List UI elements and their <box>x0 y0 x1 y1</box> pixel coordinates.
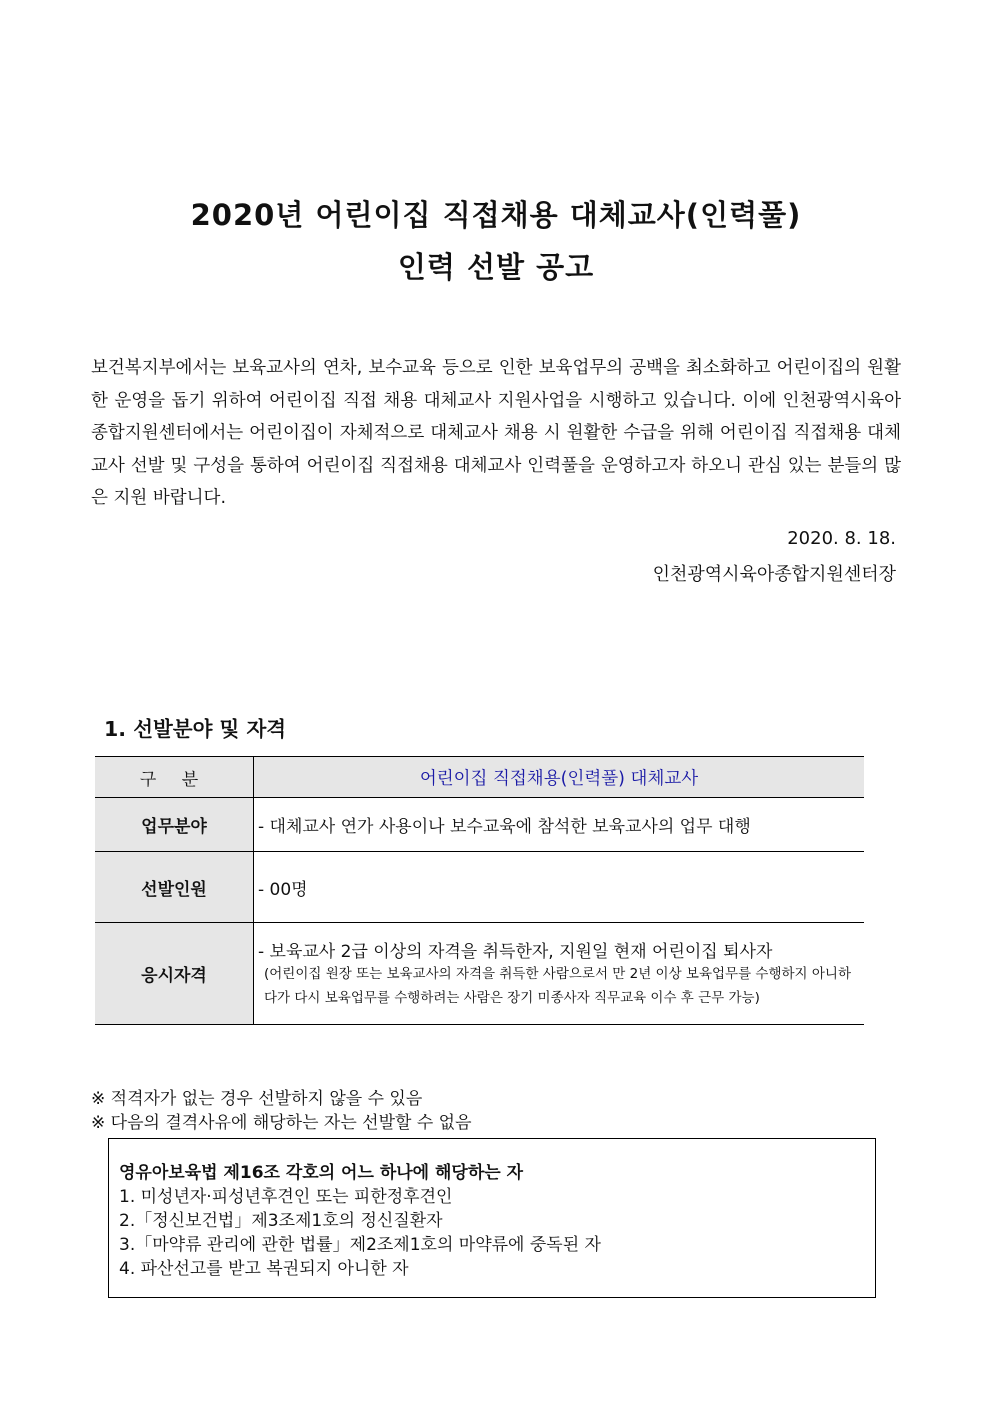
row-label-headcount: 선발인원 <box>95 852 254 923</box>
note-item: ※ 다음의 결격사유에 해당하는 자는 선발할 수 없음 <box>91 1113 472 1133</box>
row-value-eligibility <box>254 923 865 1025</box>
table-row <box>95 798 864 852</box>
issuer-name: 인천광역시육아종합지원센터장 <box>652 564 896 585</box>
note-item: ※ 적격자가 없는 경우 선발하지 않을 수 있음 <box>91 1089 423 1109</box>
qualification-table <box>95 756 864 1025</box>
disqualification-item: 2.「정신보건법」제3조제1호의 정신질환자 <box>119 1211 443 1231</box>
row-value-duty: - 대체교사 연가 사용이나 보수교육에 참석한 보육교사의 업무 대행 <box>254 798 865 852</box>
row-value-headcount: - 00명 <box>254 852 865 923</box>
eligibility-main: - 보육교사 2급 이상의 자격을 취득한자, 지원일 현재 어린이집 퇴사자 <box>258 942 773 962</box>
table-row <box>95 923 864 1025</box>
disqualification-item: 4. 파산선고를 받고 복권되지 아니한 자 <box>119 1259 409 1279</box>
disqualification-box <box>108 1138 876 1298</box>
row-label-eligibility: 응시자격 <box>95 923 254 1025</box>
table-header-row <box>95 757 864 798</box>
table-header-label: 구 분 <box>95 757 254 798</box>
page-title-line2: 인력 선발 공고 <box>397 250 595 284</box>
row-label-duty: 업무분야 <box>95 798 254 852</box>
page-title-line1: 2020년 어린이집 직접채용 대체교사(인력풀) <box>190 198 802 232</box>
table-row <box>95 852 864 923</box>
intro-paragraph: 보건복지부에서는 보육교사의 연차, 보수교육 등으로 인한 보육업무의 공백을 최소화하고 어린이집의 원활한 운영을 돕기 위하여 어린이집 직접 채용 대체교사 지원사업을 시행하고 있습니다. 이에 인천광역시육아종합지원센터에서는 어린이집이 자체적으로 대체교사 채용 시 원활한 수급을 위해 어린이집 직접채용 대체교사 선발 및 구성을 통하여 어린이집 직접채용 대체교사 인력풀을 운영하고자 하오니 관심 있는 분들의 많은 지원 바랍니다. <box>91 358 901 508</box>
eligibility-detail: (어린이집 원장 또는 보육교사의 자격을 취득한 사람으로서 만 2년 이상 보육업무를 수행하지 아니하다가 다시 보육업무를 수행하려는 사람은 장기 미종사자 직무교육 이수 후 근무 가능) <box>264 966 851 1006</box>
disqualification-item: 3.「마약류 관리에 관한 법률」제2조제1호의 마약류에 중독된 자 <box>119 1235 601 1255</box>
disqualification-title: 영유아보육법 제16조 각호의 어느 하나에 해당하는 자 <box>119 1163 524 1183</box>
table-header-value: 어린이집 직접채용(인력풀) 대체교사 <box>254 757 865 798</box>
section-heading: 1. 선발분야 및 자격 <box>104 717 287 741</box>
disqualification-item: 1. 미성년자·피성년후견인 또는 피한정후견인 <box>119 1187 453 1207</box>
announcement-date: 2020. 8. 18. <box>787 528 896 549</box>
